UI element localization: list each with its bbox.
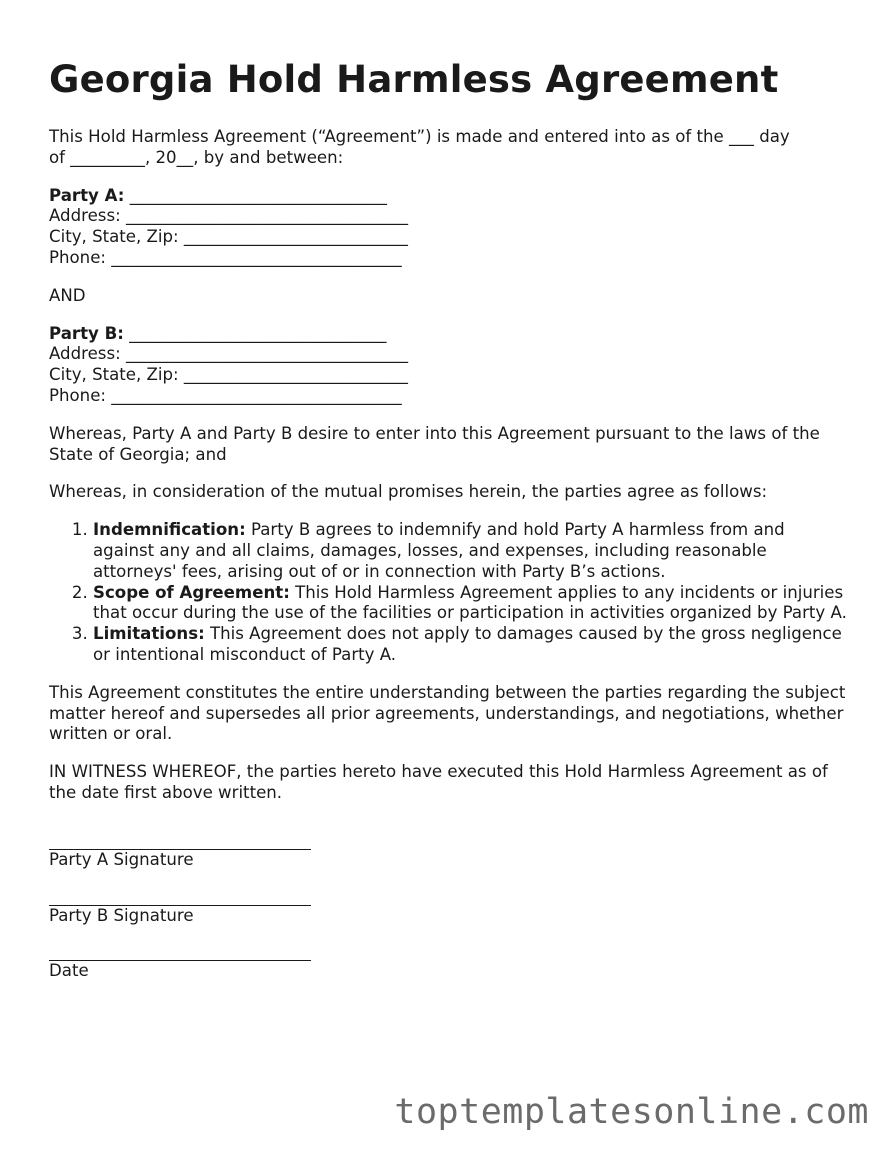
intro-paragraph: [49, 127, 849, 169]
signature-section: [49, 832, 849, 982]
party-a-city: City, State, Zip: ___________________________: [49, 227, 408, 247]
clause-heading: Scope of Agreement:: [93, 582, 290, 602]
clause-text: Party B agrees to indemnify and hold Party A harmless from and against any and all claims, damages, losses, and expenses, including reasonable attorneys' fees, arising out of or in connection with Party B’s actions.: [93, 520, 785, 581]
party-b-label: Party B:: [49, 323, 124, 343]
party-a-label: Party A:: [49, 185, 125, 205]
clause-item: [93, 624, 849, 666]
watermark-text: toptemplatesonline.com: [394, 1092, 869, 1132]
party-b-block: [49, 324, 849, 407]
party-b-phone: Phone: ___________________________________: [49, 385, 402, 405]
signature-party-b: [49, 888, 849, 927]
document-title: Georgia Hold Harmless Agreement: [49, 58, 779, 101]
party-b-address: Address: __________________________________: [49, 344, 409, 364]
whereas-paragraph-2: Whereas, in consideration of the mutual promises herein, the parties agree as follows:: [49, 482, 768, 502]
clause-heading: Indemnification:: [93, 520, 246, 540]
party-b-name-line: [49, 324, 849, 345]
signature-date: [49, 943, 849, 982]
party-b-name-blank: _______________________________: [123, 323, 387, 343]
and-separator: AND: [49, 285, 86, 305]
party-a-name-blank: _______________________________: [124, 185, 387, 205]
clause-text: This Agreement does not apply to damages caused by the gross negligence or intentional misconduct of Party A.: [93, 624, 842, 664]
clause-item: [93, 520, 849, 582]
party-a-block: [49, 186, 849, 269]
clause-heading: Limitations:: [93, 624, 205, 644]
signature-line[interactable]: [49, 832, 311, 850]
clause-item: [93, 583, 849, 625]
intro-line-2: of _________, 20__, by and between:: [49, 147, 344, 167]
date-line[interactable]: [49, 943, 311, 961]
signature-label: Party B Signature: [49, 905, 194, 925]
date-label: Date: [49, 961, 89, 981]
party-b-city: City, State, Zip: ___________________________: [49, 365, 408, 385]
party-a-name-line: [49, 186, 849, 207]
whereas-paragraph-1: Whereas, Party A and Party B desire to enter into this Agreement pursuant to the laws of the State of Georgia; and: [49, 423, 820, 464]
signature-line[interactable]: [49, 888, 311, 906]
party-a-address: Address: __________________________________: [49, 206, 409, 226]
witness-paragraph: IN WITNESS WHEREOF, the parties hereto have executed this Hold Harmless Agreement as of the date first above written.: [49, 762, 828, 802]
document-page: [49, 58, 849, 999]
signature-label: Party A Signature: [49, 849, 194, 869]
party-a-phone: Phone: ___________________________________: [49, 247, 402, 267]
intro-line-1: This Hold Harmless Agreement (“Agreement”) is made and entered into as of the ___ day: [49, 127, 790, 146]
clause-text: This Hold Harmless Agreement applies to any incidents or injuries that occur during the use of the facilities or participation in activities organized by Party A.: [93, 582, 847, 623]
signature-party-a: [49, 832, 849, 871]
entire-agreement-paragraph: This Agreement constitutes the entire understanding between the parties regarding the subject matter hereof and supersedes all prior agreements, understandings, and negotiations, whether written or oral.: [49, 682, 846, 744]
clauses-list: [49, 520, 849, 666]
